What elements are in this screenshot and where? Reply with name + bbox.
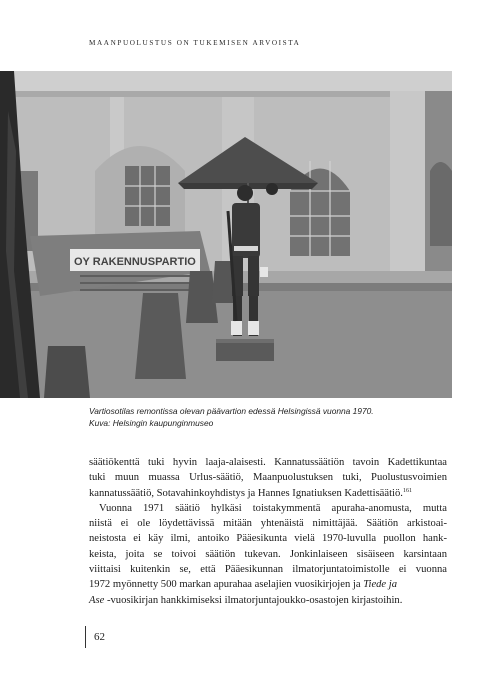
paragraph-line: säätiökenttä tuki hyvin laaja-alaisesti. Kannatussäätiön tavoin Kadettikuntaa [89, 457, 447, 468]
page-number-rule [85, 626, 86, 648]
paragraph-line [89, 577, 447, 592]
paragraph-line: neistosta ei käy ilmi, antoiko Pääesikunta vielä 1970-luvulla puollon hank- [89, 533, 447, 545]
paragraph-line: niistä ei ole löydettävissä mitään yhtenäistä nimittäjää. Säätiön arkistoai- [89, 518, 447, 530]
paragraph-text: -vuosikirjan hankkimiseksi ilmatorjuntajoukko-osastojen kirjastoihin. [104, 594, 403, 606]
paragraph-text: kannatussäätiö, Sotavahinkoyhdistys ja Hannes Ignatiuksen Kadettisäätiö. [89, 487, 403, 499]
historical-photo [0, 71, 452, 398]
paragraph-line: tuki muun muassa Urlus-säätiö, Maanpuolustuksen tuki, Puolustusvoimien [89, 472, 447, 484]
sign-text: OY RAKENNUSPARTIO [74, 256, 196, 268]
caption-line: Vartiosotilas remontissa olevan päävartion edessä Helsingissä vuonna 1970. [89, 406, 374, 416]
photo-caption [89, 406, 449, 429]
caption-credit: Kuva: Helsingin kaupunginmuseo [89, 417, 214, 428]
running-header: MAANPUOLUSTUS ON TUKEMISEN ARVOISTA [89, 39, 301, 47]
paragraph-line: Vuonna 1971 säätiö hylkäsi toistakymmentä apuraha-anomusta, mutta [99, 502, 447, 514]
paragraph-text: 1972 myönnetty 500 markan apurahaa aselajien vuosikirjojen ja [89, 579, 364, 591]
book-title: Ase [89, 594, 105, 606]
paragraph-line: keista, joita se toivoi säätiön tukevan. Jonkinlaiseen sisäiseen karsintaan [89, 548, 447, 560]
paragraph-line: viittaisi kuitenkin se, että Pääesikunnan ilmatorjuntatoimistolle ei vuonna [89, 564, 447, 576]
page-number: 62 [94, 631, 105, 643]
body-text [89, 455, 447, 608]
book-title: Tiede ja [363, 579, 398, 591]
paragraph-line [89, 593, 447, 608]
footnote-marker: 161 [402, 487, 412, 494]
paragraph-line [89, 486, 447, 501]
